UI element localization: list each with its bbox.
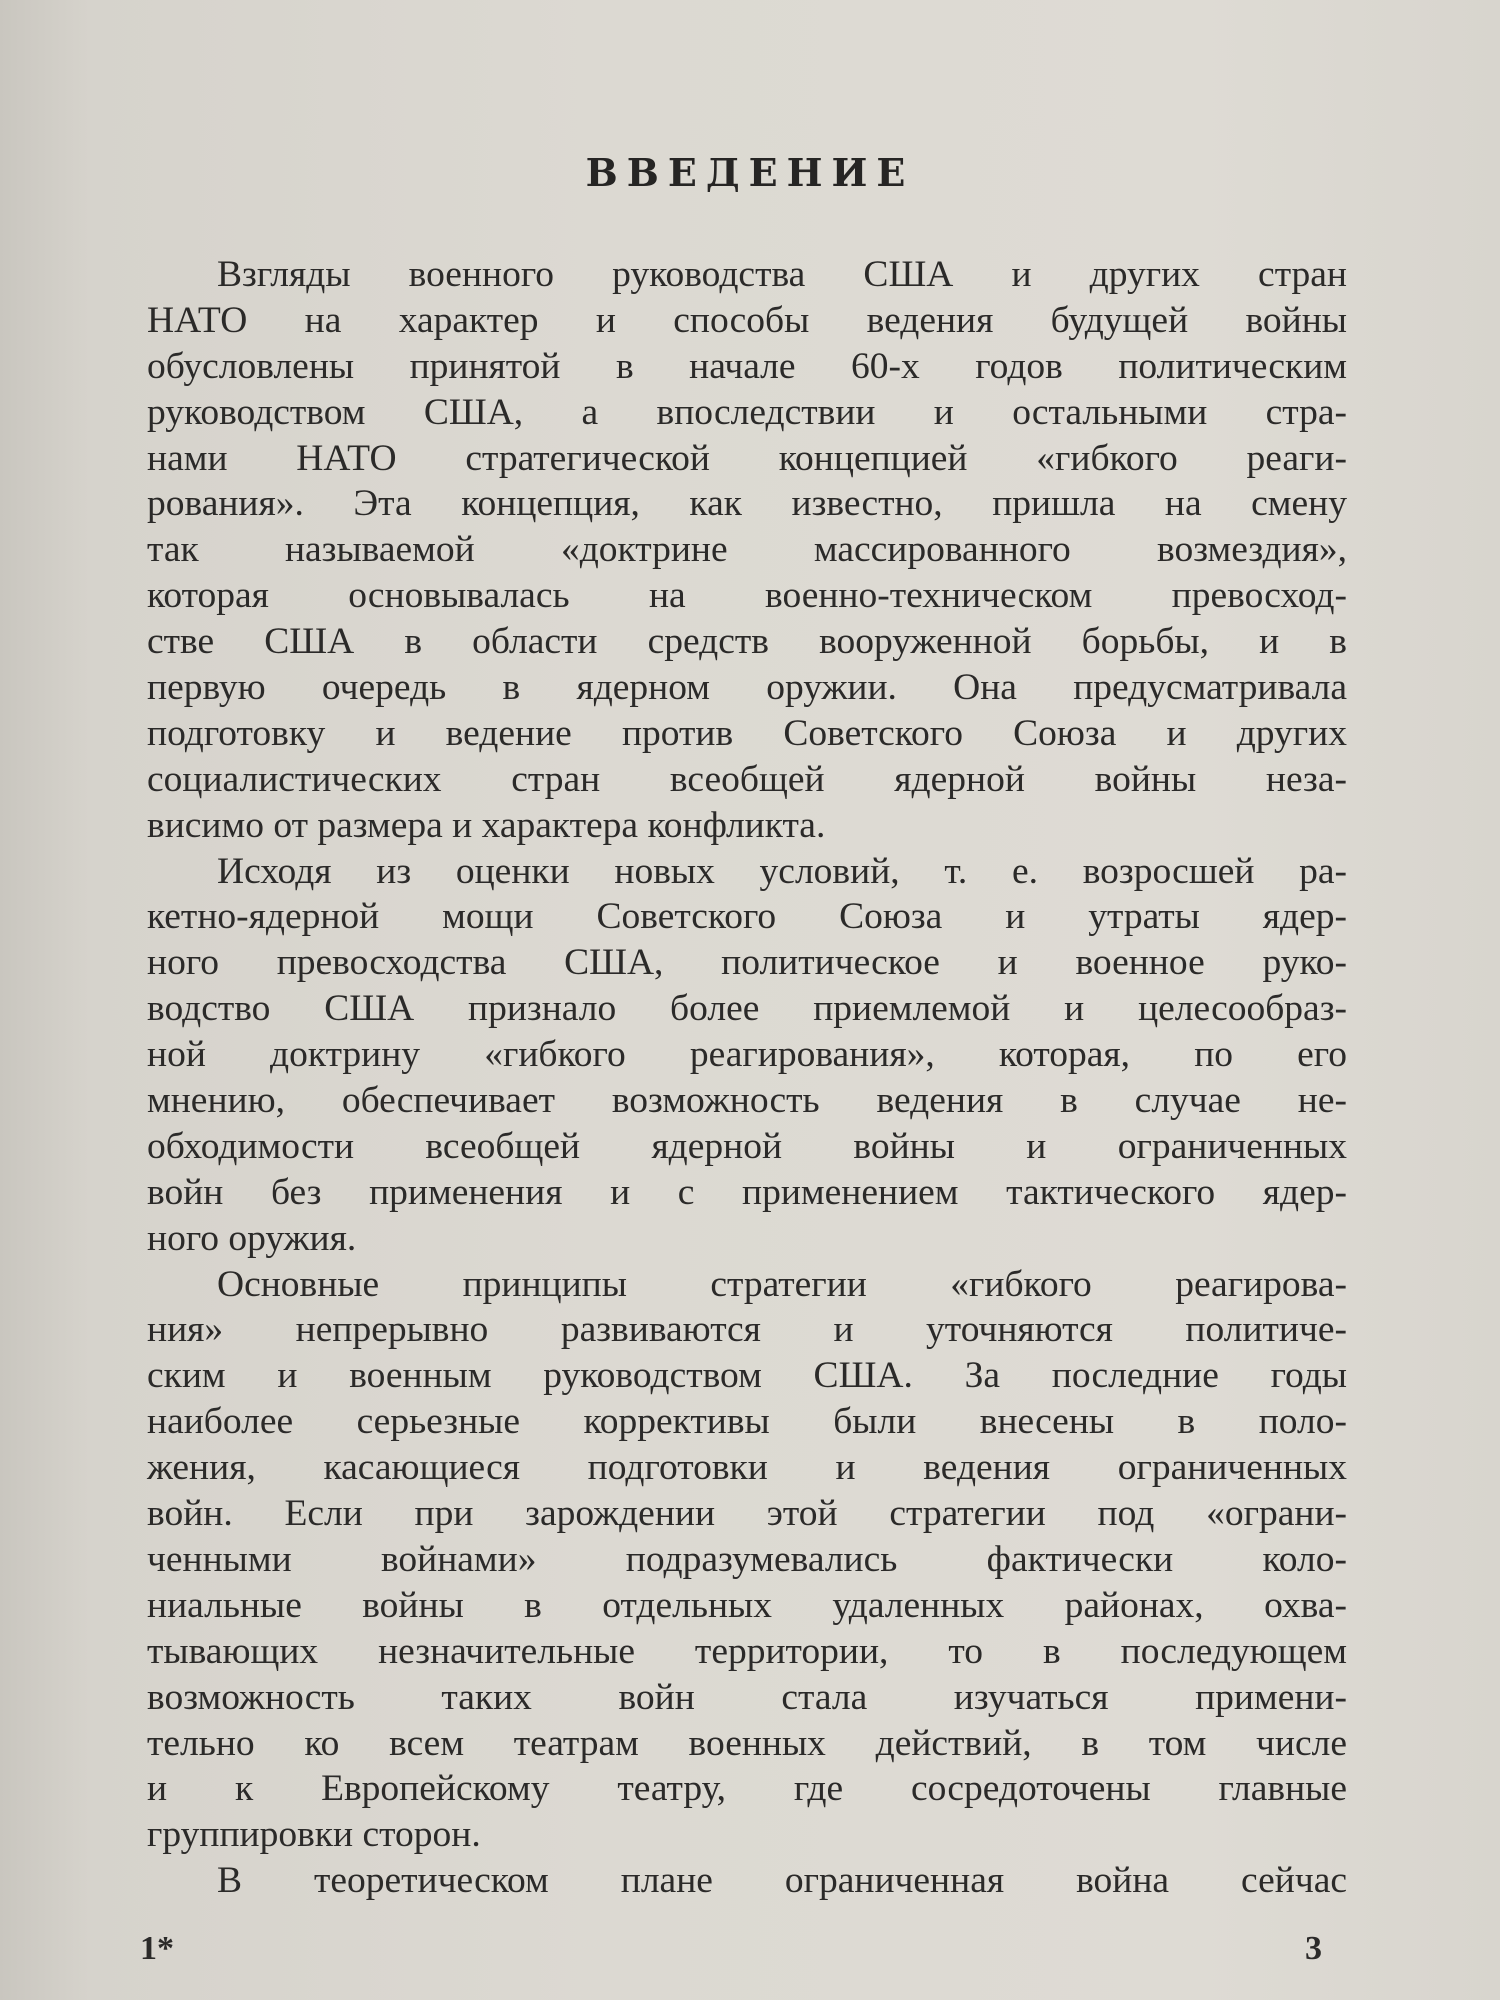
text-line: ниальные войны в отдельных удаленных районах, охва-	[147, 1584, 1347, 1626]
text-line: Исходя из оценки новых условий, т. е. возросшей ра-	[217, 850, 1347, 892]
text-line: ченными войнами» подразумевались фактически коло-	[147, 1538, 1347, 1580]
text-line: тельно ко всем театрам военных действий, в том числе	[147, 1722, 1347, 1764]
text-line: войн. Если при зарождении этой стратегии под «ограни-	[147, 1493, 1347, 1535]
text-line: кетно-ядерной мощи Советского Союза и утраты ядер-	[147, 896, 1347, 938]
text-line: ного оружия.	[147, 1217, 357, 1259]
text-line: наиболее серьезные коррективы были внесены в поло-	[147, 1401, 1347, 1443]
text-line: ским и военным руководством США. За последние годы	[147, 1355, 1347, 1397]
text-line: Основные принципы стратегии «гибкого реагирова-	[217, 1263, 1347, 1305]
text-line: висимо от размера и характера конфликта.	[147, 804, 826, 846]
text-line: социалистических стран всеобщей ядерной войны неза-	[147, 758, 1347, 800]
text-line: группировки сторон.	[147, 1814, 481, 1856]
text-line: мнению, обеспечивает возможность ведения в случае не-	[147, 1080, 1347, 1122]
text-line: и к Европейскому театру, где сосредоточены главные	[147, 1768, 1347, 1810]
text-line: первую очередь в ядерном оружии. Она предусматривала	[147, 667, 1347, 709]
text-line: ния» непрерывно развиваются и уточняются политиче-	[147, 1309, 1347, 1351]
text-line: которая основывалась на военно-техническом превосход-	[147, 575, 1347, 617]
text-line: стве США в области средств вооруженной борьбы, и в	[147, 621, 1347, 663]
text-line: тывающих незначительные территории, то в последующем	[147, 1630, 1347, 1672]
text-line: жения, касающиеся подготовки и ведения ограниченных	[147, 1447, 1347, 1489]
text-line: войн без применения и с применением тактического ядер-	[147, 1171, 1347, 1213]
signature-mark: 1*	[140, 1930, 174, 1967]
text-line: так называемой «доктрине массированного возмездия»,	[147, 529, 1347, 571]
text-line: обусловлены принятой в начале 60-х годов политическим	[147, 345, 1347, 387]
text-line: водство США признало более приемлемой и целесообраз-	[147, 988, 1347, 1030]
text-line: рования». Эта концепция, как известно, пришла на смену	[147, 483, 1347, 525]
page-number: 3	[1305, 1930, 1322, 1967]
text-line: ной доктрину «гибкого реагирования», которая, по его	[147, 1034, 1347, 1076]
text-line: В теоретическом плане ограниченная война сейчас	[217, 1860, 1347, 1902]
text-line: подготовку и ведение против Советского Союза и других	[147, 712, 1347, 754]
text-line: возможность таких войн стала изучаться примени-	[147, 1676, 1347, 1718]
text-line: ного превосходства США, политическое и военное руко-	[147, 942, 1347, 984]
text-line: НАТО на характер и способы ведения будущей войны	[147, 299, 1347, 341]
chapter-heading: ВВЕДЕНИЕ	[585, 150, 915, 195]
text-line: обходимости всеобщей ядерной войны и ограниченных	[147, 1125, 1347, 1167]
body-text	[147, 252, 1347, 1904]
text-line: нами НАТО стратегической концепцией «гибкого реаги-	[147, 437, 1347, 479]
text-line: Взгляды военного руководства США и других стран	[217, 254, 1347, 295]
text-line: руководством США, а впоследствии и остальными стра-	[147, 391, 1347, 433]
